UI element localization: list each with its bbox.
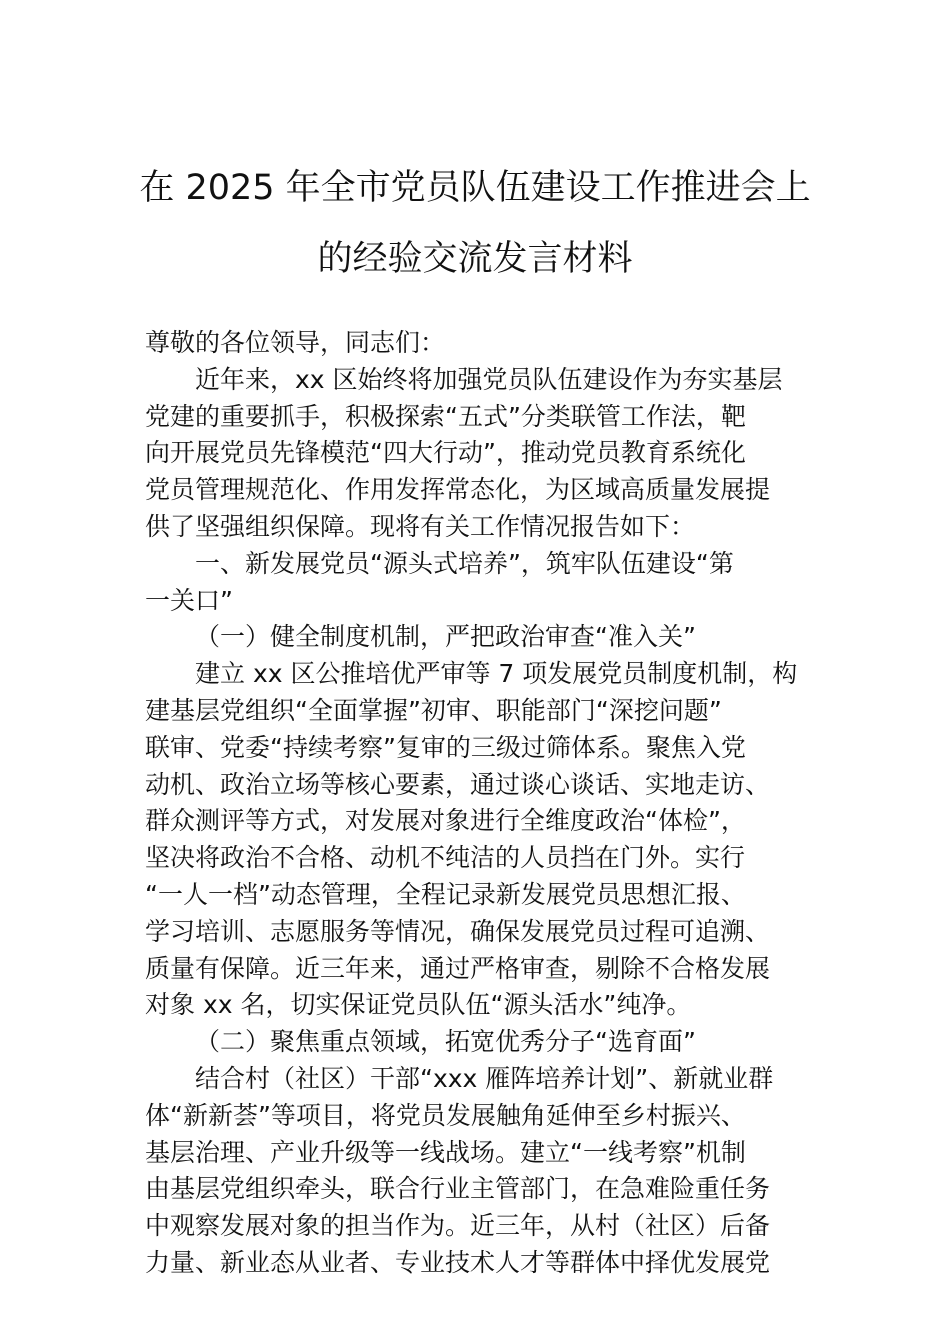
text-line: 中观察发展对象的担当作为。近三年，从村（社区）后备	[145, 1211, 771, 1241]
text-line: 力量、新业态从业者、专业技术人才等群体中择优发展党	[145, 1247, 771, 1277]
text-line: 由基层党组织牵头，联合行业主管部门，在急难险重任务	[145, 1174, 771, 1204]
text-line: 坚决将政治不合格、动机不纯洁的人员挡在门外。实行	[145, 843, 746, 873]
text-line: 对象 xx 名，切实保证党员队伍“源头活水”纯净。	[145, 990, 692, 1020]
body-paragraph	[145, 619, 807, 656]
text-line: 近年来，xx 区始终将加强党员队伍建设作为夯实基层	[195, 364, 783, 394]
text-line: 党建的重要抓手，积极探索“五式”分类联管工作法，靶	[145, 401, 746, 431]
body-paragraph	[145, 1024, 807, 1061]
document-body	[145, 325, 807, 1282]
text-line: 向开展党员先锋模范“四大行动”，推动党员教育系统化	[145, 438, 746, 468]
body-paragraph	[145, 362, 807, 546]
text-line: 结合村（社区）干部“xxx 雁阵培养计划”、新就业群	[195, 1063, 774, 1093]
text-line: 建基层党组织“全面掌握”初审、职能部门“深挖问题”	[145, 695, 722, 725]
text-line: 体“新新荟”等项目，将党员发展触角延伸至乡村振兴、	[145, 1100, 746, 1130]
text-line: 群众测评等方式，对发展对象进行全维度政治“体检”，	[145, 806, 746, 836]
text-line: 党员管理规范化、作用发挥常态化，为区域高质量发展提	[145, 475, 771, 505]
body-paragraph	[145, 1061, 807, 1282]
text-line: （二）聚焦重点领域，拓宽优秀分子“选育面”	[195, 1027, 696, 1057]
text-line: 联审、党委“持续考察”复审的三级过筛体系。聚焦入党	[145, 732, 746, 762]
text-line: 建立 xx 区公推培优严审等 7 项发展党员制度机制，构	[195, 659, 798, 689]
text-line: 动机、政治立场等核心要素，通过谈心谈话、实地走访、	[145, 769, 771, 799]
text-line: 质量有保障。近三年来，通过严格审查，剔除不合格发展	[145, 953, 771, 983]
document-title-line-1: 在 2025 年全市党员队伍建设工作推进会上	[139, 168, 811, 208]
text-line: 尊敬的各位领导，同志们：	[145, 328, 446, 357]
text-line: （一）健全制度机制，严把政治审查“准入关”	[195, 622, 696, 652]
body-paragraph	[145, 656, 807, 1024]
text-line: “一人一档”动态管理，全程记录新发展党员思想汇报、	[145, 879, 746, 909]
text-line: 基层治理、产业升级等一线战场。建立“一线考察”机制	[145, 1137, 746, 1167]
text-line: 供了坚强组织保障。现将有关工作情况报告如下：	[145, 511, 696, 541]
document-title-line-2: 的经验交流发言材料	[317, 239, 633, 279]
text-line: 一关口”	[145, 585, 233, 615]
body-paragraph	[145, 546, 807, 620]
text-line: 学习培训、志愿服务等情况，确保发展党员过程可追溯、	[145, 916, 771, 946]
text-line: 一、新发展党员“源头式培养”，筑牢队伍建设“第	[195, 548, 734, 578]
body-paragraph	[145, 325, 807, 362]
